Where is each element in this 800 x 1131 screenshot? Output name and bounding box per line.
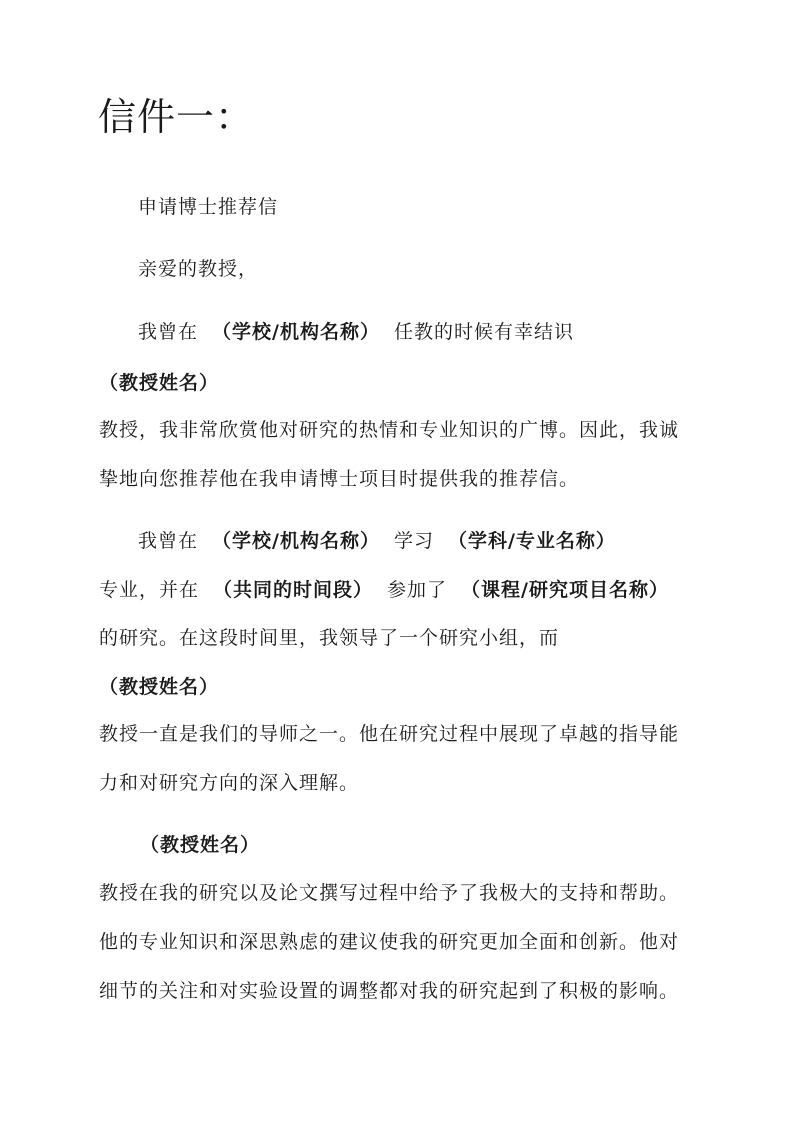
- professor-name-placeholder: （教授姓名）: [99, 372, 220, 394]
- paragraph-3-line-2: 教授在我的研究以及论文撰写过程中给予了我极大的支持和帮助。: [99, 882, 680, 904]
- paragraph-1-line-4: 挚地向您推荐他在我申请博士项目时提供我的推荐信。: [99, 468, 580, 490]
- paragraph-2-line-1: [138, 527, 616, 555]
- paragraph-3-line-4: 细节的关注和对实验设置的调整都对我的研究起到了积极的影响。: [99, 980, 680, 1002]
- paragraph-2-line-3: 的研究。在这段时间里，我领导了一个研究小组，而: [99, 627, 560, 649]
- paragraph-2-line-6: 力和对研究方向的深入理解。: [99, 772, 360, 794]
- p2-text-e: 专业，并在: [99, 579, 200, 601]
- paragraph-1-line-3: 教授，我非常欣赏他对研究的热情和专业知识的广博。因此，我诚: [99, 419, 680, 441]
- period-placeholder: （共同的时间段）: [213, 579, 374, 601]
- paragraph-2-line-2: [99, 576, 669, 604]
- school-placeholder: （学校/机构名称）: [212, 530, 380, 552]
- letter-title: 信件一：: [98, 95, 255, 139]
- professor-name-placeholder: （教授姓名）: [99, 676, 220, 698]
- p1-text-c: 任教的时候有幸结识: [393, 321, 574, 343]
- project-placeholder: （课程/研究项目名称）: [461, 579, 669, 601]
- p2-text-c: 学习: [393, 530, 434, 552]
- p2-text-a: 我曾在: [138, 530, 199, 552]
- p2-text-g: 参加了: [387, 579, 448, 601]
- major-placeholder: （学科/专业名称）: [447, 530, 616, 552]
- school-placeholder: （学校/机构名称）: [212, 321, 380, 343]
- professor-name-placeholder: （教授姓名）: [140, 834, 261, 856]
- letter-greeting: 亲爱的教授，: [138, 258, 259, 280]
- paragraph-1-line-1: [138, 318, 574, 346]
- letter-subject: 申请博士推荐信: [138, 196, 279, 218]
- paragraph-2-line-5: 教授一直是我们的导师之一。他在研究过程中展现了卓越的指导能: [99, 723, 680, 745]
- p1-text-a: 我曾在: [138, 321, 199, 343]
- paragraph-3-line-3: 他的专业知识和深思熟虑的建议使我的研究更加全面和创新。他对: [99, 931, 680, 953]
